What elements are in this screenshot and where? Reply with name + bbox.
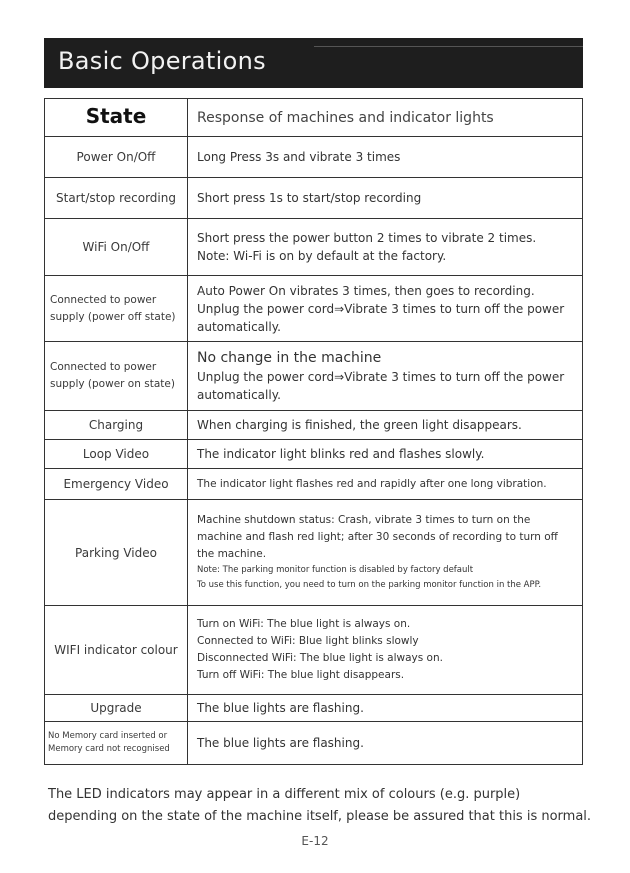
table-row [45,500,583,606]
header-state: State [85,104,147,128]
table-header-row [45,99,583,137]
table-row [45,342,583,411]
header-state-cell [45,99,188,137]
section-header [44,38,583,88]
response-line: Unplug the power cord⇒Vibrate 3 times to turn off the power automatically. [197,369,565,402]
response-cell [188,137,583,178]
response-line: Auto Power On vibrates 3 times, then goes to recording. [197,283,535,298]
state-cell: Charging [45,411,188,440]
state-cell: WIFI indicator colour [45,606,188,695]
response-cell [188,606,583,695]
response-line: The blue lights are flashing. [197,701,364,715]
response-line: Turn off WiFi: The blue light disappears. [197,669,405,681]
response-cell [188,440,583,469]
response-line: Short press 1s to start/stop recording [197,191,422,205]
response-line: Unplug the power cord⇒Vibrate 3 times to turn off the power automatically. [197,301,565,334]
table-row [45,722,583,765]
table-row [45,178,583,219]
response-line: Connected to WiFi: Blue light blinks slowly [197,635,419,647]
table-row [45,276,583,342]
header-response-cell [188,99,583,137]
state-cell: Parking Video [45,500,188,606]
table-row [45,137,583,178]
state-cell: Connected to power supply (power on state) [45,342,188,411]
state-cell: Loop Video [45,440,188,469]
response-cell [188,276,583,342]
state-cell: No Memory card inserted or Memory card not recognised [45,722,188,765]
header-rule [314,46,583,47]
response-cell [188,411,583,440]
response-line: No change in the machine [197,349,382,366]
table-row [45,606,583,695]
footer-note: The LED indicators may appear in a different mix of colours (e.g. purple) depending on the state of the machine itself, please be assured that this is normal. [48,787,592,824]
response-line: Turn on WiFi: The blue light is always on. [197,618,411,630]
state-cell: Emergency Video [45,469,188,500]
response-cell [188,342,583,411]
page-number: E-12 [301,834,329,848]
response-cell [188,219,583,276]
response-line: Disconnected WiFi: The blue light is always on. [197,652,443,664]
table-row [45,469,583,500]
response-cell [188,178,583,219]
state-cell: Start/stop recording [45,178,188,219]
response-cell [188,500,583,606]
response-cell [188,695,583,722]
response-line: To use this function, you need to turn on the parking monitor function in the APP. [197,580,542,590]
response-line: Long Press 3s and vibrate 3 times [197,150,401,164]
section-title: Basic Operations [58,47,266,75]
response-line: Machine shutdown status: Crash, vibrate 3 times to turn on the machine and flash red light; after 30 seconds of recording to turn off the machine. [197,514,558,560]
state-cell: Power On/Off [45,137,188,178]
table-row [45,440,583,469]
table-row [45,219,583,276]
response-line: The blue lights are flashing. [197,736,364,750]
state-cell: Connected to power supply (power off state) [45,276,188,342]
response-line: The indicator light flashes red and rapidly after one long vibration. [197,477,547,490]
response-line: Short press the power button 2 times to vibrate 2 times. [197,231,537,245]
response-line: Note: Wi-Fi is on by default at the factory. [197,249,447,263]
response-cell [188,722,583,765]
response-cell [188,469,583,500]
state-cell: Upgrade [45,695,188,722]
operations-table [44,98,583,765]
table-row [45,695,583,722]
response-line: When charging is finished, the green light disappears. [197,418,522,432]
table-row [45,411,583,440]
state-cell: WiFi On/Off [45,219,188,276]
response-line: Note: The parking monitor function is disabled by factory default [197,565,474,575]
response-line: The indicator light blinks red and flashes slowly. [197,447,485,461]
header-response: Response of machines and indicator lights [197,109,494,126]
